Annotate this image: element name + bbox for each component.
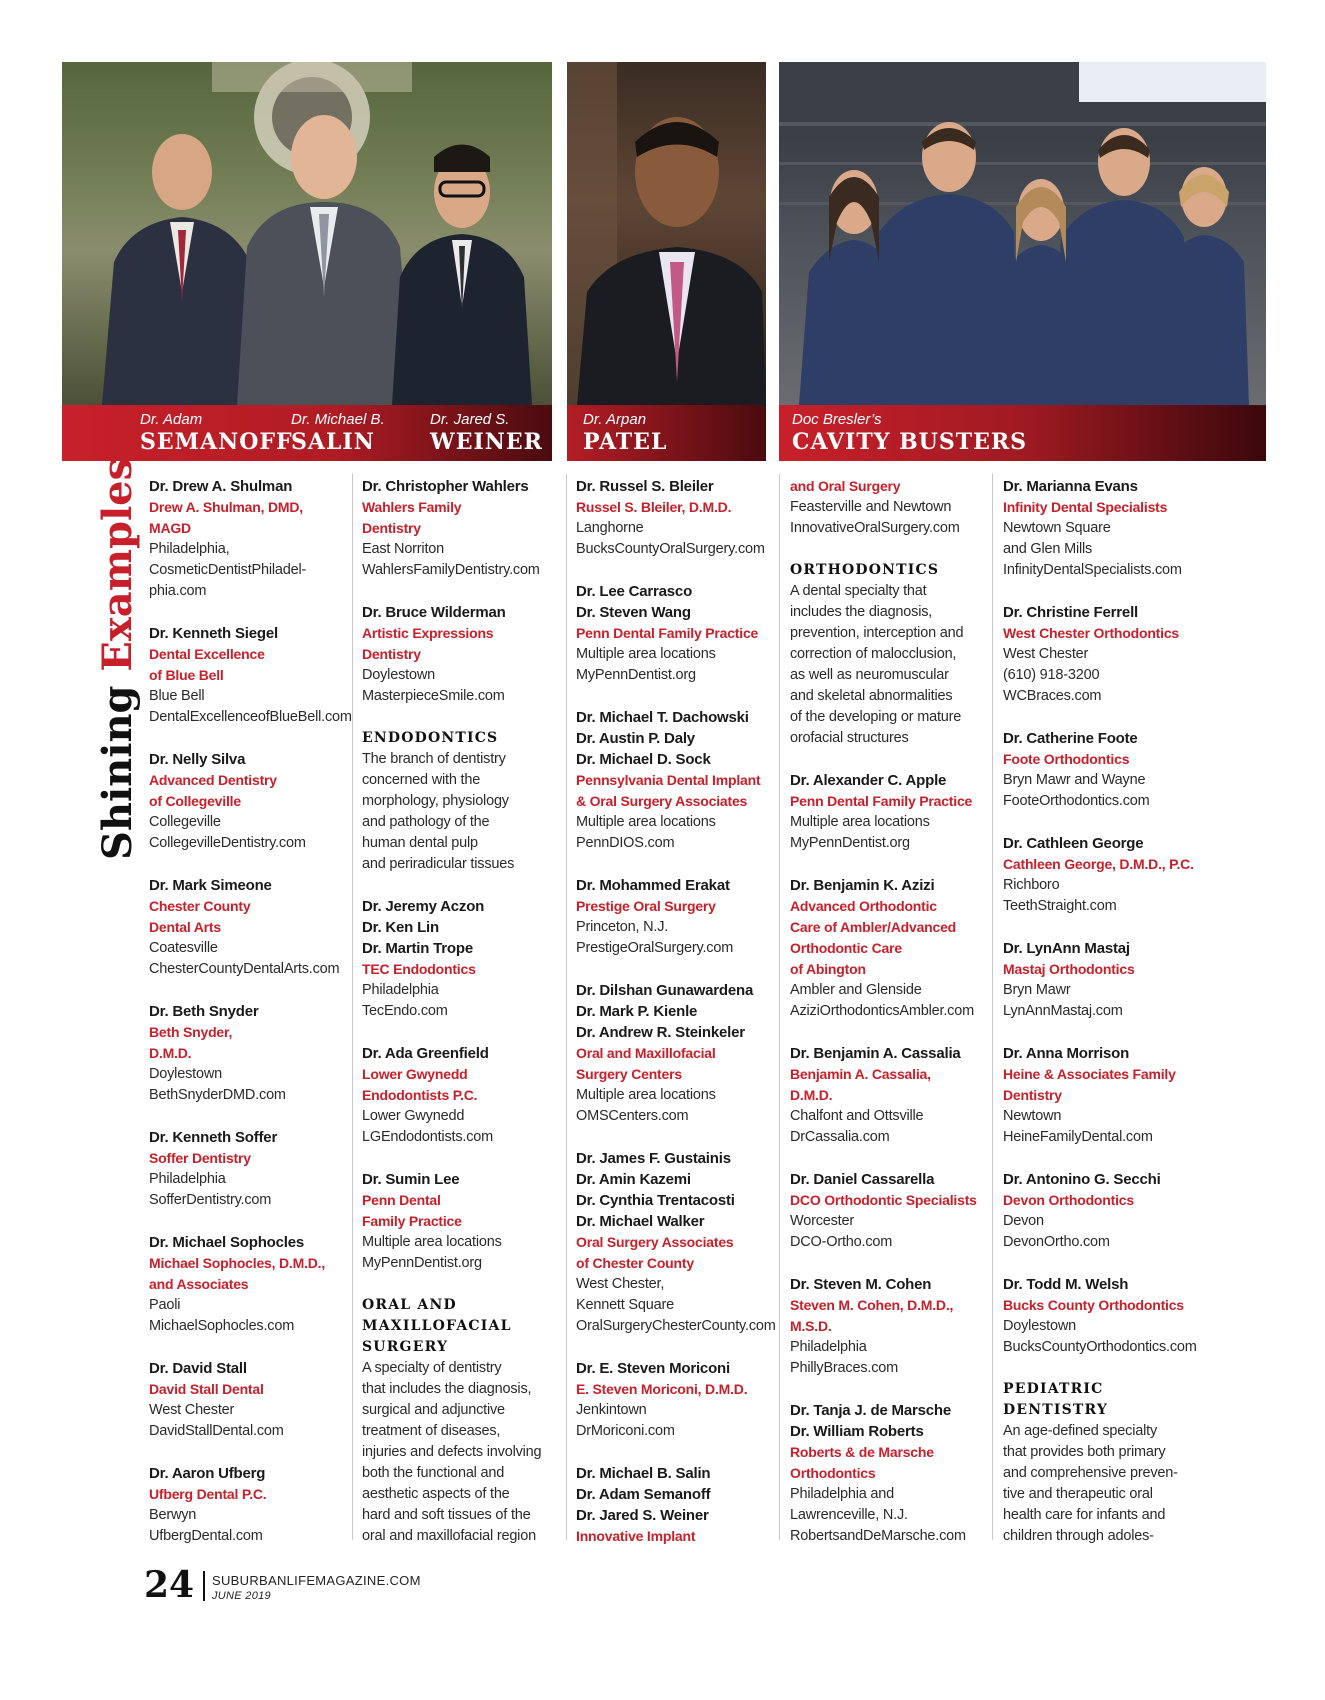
location-or-website: Philadelphia,: [149, 541, 230, 557]
practice-name: Advanced Dentistry: [149, 772, 277, 788]
specialty-heading: PEDIATRIC: [1003, 1381, 1104, 1397]
magazine-website: SUBURBANLIFEMAGAZINE.COM: [212, 1573, 421, 1588]
dentist-name: Dr. Benjamin A. Cassalia: [790, 1045, 961, 1062]
practice-name: M.S.D.: [790, 1318, 832, 1334]
caption-last-name: SALIN: [291, 429, 375, 455]
dentist-name: Dr. Kenneth Siegel: [149, 625, 278, 642]
dentist-name: Dr. Dilshan Gunawardena: [576, 982, 754, 999]
location-or-website: UfbergDental.com: [149, 1528, 263, 1544]
dentist-name: Dr. Michael Walker: [576, 1213, 705, 1230]
specialty-description: human dental pulp: [362, 835, 478, 851]
practice-name: Beth Snyder,: [149, 1024, 233, 1040]
practice-name: MAGD: [149, 520, 191, 536]
dentist-name: Dr. Adam Semanoff: [576, 1486, 711, 1503]
practice-name: Ufberg Dental P.C.: [149, 1486, 267, 1502]
practice-name: Pennsylvania Dental Implant: [576, 772, 761, 788]
location-or-website: PhillyBraces.com: [790, 1360, 898, 1376]
location-or-website: LGEndodontists.com: [362, 1129, 493, 1145]
location-or-website: and Glen Mills: [1003, 541, 1093, 557]
location-or-website: Richboro: [1003, 877, 1060, 893]
dentist-name: Dr. LynAnn Mastaj: [1003, 940, 1130, 957]
location-or-website: Worcester: [790, 1213, 855, 1229]
caption-first-name: Dr. Arpan: [583, 411, 647, 428]
location-or-website: DCO-Ortho.com: [790, 1234, 893, 1250]
dentist-name: Dr. Catherine Foote: [1003, 730, 1138, 747]
location-or-website: Philadelphia: [790, 1339, 867, 1355]
footer-divider: [203, 1571, 205, 1601]
specialty-heading: ORTHODONTICS: [790, 562, 940, 578]
dentist-name: Dr. Amin Kazemi: [576, 1171, 691, 1188]
dentist-name: Dr. Jeremy Aczon: [362, 898, 485, 915]
location-or-website: OMSCenters.com: [576, 1108, 689, 1124]
location-or-website: Paoli: [149, 1297, 181, 1313]
entry-spacer: [149, 728, 349, 749]
dentist-name: Dr. Cathleen George: [1003, 835, 1144, 852]
practice-name: Lower Gwynedd: [362, 1066, 468, 1082]
location-or-website: MyPennDentist.org: [362, 1255, 482, 1271]
location-or-website: MyPennDentist.org: [576, 667, 696, 683]
location-or-website: BethSnyderDMD.com: [149, 1087, 286, 1103]
specialty-description: A specialty of dentistry: [362, 1360, 502, 1376]
specialty-heading: ORAL AND: [362, 1297, 457, 1313]
practice-name: Penn Dental Family Practice: [576, 625, 759, 641]
location-or-website: Multiple area locations: [576, 646, 716, 662]
dentist-name: Dr. Mark P. Kienle: [576, 1003, 698, 1020]
entry-spacer: [1003, 1253, 1203, 1274]
page-number: 24: [144, 1564, 195, 1606]
section-title-part1: Shining: [94, 685, 141, 860]
practice-name: Advanced Orthodontic: [790, 898, 937, 914]
location-or-website: DevonOrtho.com: [1003, 1234, 1110, 1250]
location-or-website: TeethStraight.com: [1003, 898, 1117, 914]
practice-name: Dentistry: [1003, 1087, 1062, 1103]
location-or-website: Philadelphia: [149, 1171, 226, 1187]
specialty-description: correction of malocclusion,: [790, 646, 957, 662]
practice-name: Soffer Dentistry: [149, 1150, 251, 1166]
entry-spacer: [149, 1211, 349, 1232]
entry-spacer: [1003, 581, 1203, 602]
location-or-website: Kennett Square: [576, 1297, 674, 1313]
location-or-website: (610) 918-3200: [1003, 667, 1100, 683]
location-or-website: Philadelphia and: [790, 1486, 895, 1502]
practice-name: Dental Arts: [149, 919, 221, 935]
entry-spacer: [790, 1379, 990, 1400]
entry-spacer: [149, 980, 349, 1001]
entry-spacer: [576, 1337, 776, 1358]
dentist-name: Dr. Steven M. Cohen: [790, 1276, 932, 1293]
dentist-name: Dr. Michael Sophocles: [149, 1234, 305, 1251]
location-or-website: DavidStallDental.com: [149, 1423, 284, 1439]
location-or-website: Philadelphia: [362, 982, 439, 998]
dentist-name: Dr. Alexander C. Apple: [790, 772, 947, 789]
location-or-website: LynAnnMastaj.com: [1003, 1003, 1123, 1019]
practice-name: Benjamin A. Cassalia,: [790, 1066, 931, 1082]
entry-spacer: [790, 1148, 990, 1169]
location-or-website: MyPennDentist.org: [790, 835, 910, 851]
entry-spacer: [1003, 812, 1203, 833]
entry-spacer: [576, 1442, 776, 1463]
dentist-name: Dr. Bruce Wilderman: [362, 604, 506, 621]
practice-name: Care of Ambler/Advanced: [790, 919, 957, 935]
specialty-description: An age-defined specialty: [1003, 1423, 1157, 1439]
dentist-name: Dr. Cynthia Trentacosti: [576, 1192, 735, 1209]
practice-name: Oral Surgery Associates: [576, 1234, 734, 1250]
column-divider: [566, 474, 567, 1540]
practice-name: Orthodontic Care: [790, 940, 902, 956]
entry-spacer: [790, 539, 990, 560]
location-or-website: DrCassalia.com: [790, 1129, 890, 1145]
column-divider: [992, 474, 993, 1540]
dentist-name: Dr. Antonino G. Secchi: [1003, 1171, 1161, 1188]
location-or-website: CollegevilleDentistry.com: [149, 835, 306, 851]
photo-caption: [62, 405, 552, 461]
location-or-website: Blue Bell: [149, 688, 205, 704]
specialty-description: morphology, physiology: [362, 793, 509, 809]
practice-name: West Chester Orthodontics: [1003, 625, 1179, 641]
entry-spacer: [790, 749, 990, 770]
dentist-name: Dr. Lee Carrasco: [576, 583, 693, 600]
practice-name: & Oral Surgery Associates: [576, 793, 748, 809]
caption-first-name: Dr. Jared S.: [430, 411, 510, 428]
specialty-description: and periradicular tissues: [362, 856, 515, 872]
entry-spacer: [576, 1127, 776, 1148]
photo-caption: [779, 405, 1266, 461]
practice-name: Family Practice: [362, 1213, 462, 1229]
practice-name: Penn Dental: [362, 1192, 441, 1208]
practice-name: Artistic Expressions: [362, 625, 494, 641]
dentist-name: Dr. Michael D. Sock: [576, 751, 711, 768]
practice-name: Russel S. Bleiler, D.M.D.: [576, 499, 732, 515]
entry-spacer: [362, 1022, 562, 1043]
location-or-website: Langhorne: [576, 520, 644, 536]
location-or-website: MichaelSophocles.com: [149, 1318, 295, 1334]
dentist-name: Dr. Jared S. Weiner: [576, 1507, 709, 1524]
practice-name: Orthodontics: [790, 1465, 876, 1481]
entry-spacer: [149, 854, 349, 875]
location-or-website: Princeton, N.J.: [576, 919, 669, 935]
entry-spacer: [362, 1148, 562, 1169]
specialty-heading: SURGERY: [362, 1339, 449, 1355]
entry-spacer: [1003, 917, 1203, 938]
location-or-website: East Norriton: [362, 541, 445, 557]
practice-name: of Chester County: [576, 1255, 694, 1271]
location-or-website: BucksCountyOralSurgery.com: [576, 541, 765, 557]
dentist-name: Dr. Michael B. Salin: [576, 1465, 711, 1482]
location-or-website: Multiple area locations: [790, 814, 930, 830]
location-or-website: TecEndo.com: [362, 1003, 448, 1019]
practice-name: and Associates: [149, 1276, 249, 1292]
practice-name: Drew A. Shulman, DMD,: [149, 499, 303, 515]
location-or-website: Multiple area locations: [576, 1087, 716, 1103]
specialty-description: includes the diagnosis,: [790, 604, 933, 620]
practice-name: Prestige Oral Surgery: [576, 898, 716, 914]
specialty-description: health care for infants and: [1003, 1507, 1166, 1523]
location-or-website: FooteOrthodontics.com: [1003, 793, 1150, 809]
dentist-name: Dr. Sumin Lee: [362, 1171, 460, 1188]
practice-name: Foote Orthodontics: [1003, 751, 1130, 767]
specialty-description: and pathology of the: [362, 814, 490, 830]
location-or-website: Collegeville: [149, 814, 221, 830]
caption-last-name: CAVITY BUSTERS: [792, 429, 1028, 455]
practice-name: D.M.D.: [149, 1045, 192, 1061]
column-divider: [352, 474, 353, 1540]
practice-name: Bucks County Orthodontics: [1003, 1297, 1184, 1313]
location-or-website: Chalfont and Ottsville: [790, 1108, 924, 1124]
specialty-description: aesthetic aspects of the: [362, 1486, 510, 1502]
specialty-heading: MAXILLOFACIAL: [362, 1318, 512, 1334]
practice-name: Dentistry: [362, 646, 421, 662]
specialty-description: orofacial structures: [790, 730, 909, 746]
photo-illustration: [62, 62, 552, 405]
dentist-name: Dr. William Roberts: [790, 1423, 924, 1440]
dentist-name: Dr. Christine Ferrell: [1003, 604, 1139, 621]
specialty-description: both the functional and: [362, 1465, 505, 1481]
entry-spacer: [362, 707, 562, 728]
photo-patel: [567, 62, 766, 405]
practice-name: Cathleen George, D.M.D., P.C.: [1003, 856, 1194, 872]
entry-spacer: [1003, 1148, 1203, 1169]
specialty-description: that provides both primary: [1003, 1444, 1166, 1460]
practice-name: Oral and Maxillofacial: [576, 1045, 716, 1061]
caption-last-name: WEINER: [430, 429, 543, 455]
location-or-website: West Chester: [149, 1402, 235, 1418]
dentist-name: Dr. Steven Wang: [576, 604, 691, 621]
practice-name: Dental Excellence: [149, 646, 265, 662]
practice-name: E. Steven Moriconi, D.M.D.: [576, 1381, 748, 1397]
location-or-website: Multiple area locations: [576, 814, 716, 830]
practice-name: Roberts & de Marsche: [790, 1444, 934, 1460]
location-or-website: Lower Gwynedd: [362, 1108, 465, 1124]
location-or-website: phia.com: [149, 583, 207, 599]
section-title: [88, 457, 148, 860]
dentist-name: Dr. Beth Snyder: [149, 1003, 259, 1020]
entry-spacer: [790, 1253, 990, 1274]
location-or-website: BucksCountyOrthodontics.com: [1003, 1339, 1197, 1355]
location-or-website: Feasterville and Newtown: [790, 499, 952, 515]
practice-name: Wahlers Family: [362, 499, 462, 515]
location-or-website: OralSurgeryChesterCounty.com: [576, 1318, 776, 1334]
listing-column: [790, 476, 990, 1547]
location-or-website: Ambler and Glenside: [790, 982, 922, 998]
location-or-website: CosmeticDentistPhiladel-: [149, 562, 307, 578]
dentist-name: Dr. Todd M. Welsh: [1003, 1276, 1129, 1293]
practice-name: Michael Sophocles, D.M.D.,: [149, 1255, 326, 1271]
location-or-website: Devon: [1003, 1213, 1044, 1229]
dentist-name: Dr. David Stall: [149, 1360, 247, 1377]
entry-spacer: [576, 959, 776, 980]
specialty-description: and skeletal abnormalities: [790, 688, 953, 704]
location-or-website: Bryn Mawr: [1003, 982, 1071, 998]
practice-name: David Stall Dental: [149, 1381, 264, 1397]
listing-column: [1003, 476, 1203, 1547]
location-or-website: Newtown Square: [1003, 520, 1111, 536]
caption-first-name: Dr. Michael B.: [291, 411, 385, 428]
dentist-name: Dr. Tanja J. de Marsche: [790, 1402, 952, 1419]
practice-name: of Abington: [790, 961, 866, 977]
location-or-website: West Chester,: [576, 1276, 665, 1292]
location-or-website: ChesterCountyDentalArts.com: [149, 961, 340, 977]
dentist-name: Dr. Austin P. Daly: [576, 730, 695, 747]
caption-last-name: SEMANOFF: [140, 429, 293, 455]
specialty-description: The branch of dentistry: [362, 751, 506, 767]
practice-name: TEC Endodontics: [362, 961, 476, 977]
location-or-website: WahlersFamilyDentistry.com: [362, 562, 540, 578]
location-or-website: Lawrenceville, N.J.: [790, 1507, 908, 1523]
location-or-website: Newtown: [1003, 1108, 1062, 1124]
location-or-website: InfinityDentalSpecialists.com: [1003, 562, 1182, 578]
photo-illustration: [779, 62, 1266, 405]
caption-last-name: PATEL: [583, 429, 668, 455]
photo-semanoff-salin-weiner: [62, 62, 552, 405]
dentist-name: Dr. Christopher Wahlers: [362, 478, 529, 495]
specialty-description: treatment of diseases,: [362, 1423, 501, 1439]
practice-name: Infinity Dental Specialists: [1003, 499, 1168, 515]
specialty-description: of the developing or mature: [790, 709, 962, 725]
dentist-name: Dr. Drew A. Shulman: [149, 478, 293, 495]
dentist-name: Dr. E. Steven Moriconi: [576, 1360, 730, 1377]
location-or-website: Doylestown: [149, 1066, 222, 1082]
location-or-website: Bryn Mawr and Wayne: [1003, 772, 1146, 788]
entry-spacer: [149, 1442, 349, 1463]
location-or-website: West Chester: [1003, 646, 1089, 662]
entry-spacer: [149, 602, 349, 623]
dentist-name: Dr. Nelly Silva: [149, 751, 246, 768]
specialty-description: injuries and defects involving: [362, 1444, 542, 1460]
dentist-name: Dr. Ken Lin: [362, 919, 439, 936]
photo-caption: [567, 405, 766, 461]
entry-spacer: [1003, 707, 1203, 728]
caption-first-name: Dr. Adam: [140, 411, 203, 428]
practice-name: Heine & Associates Family: [1003, 1066, 1176, 1082]
specialty-description: A dental specialty that: [790, 583, 927, 599]
specialty-description: prevention, interception and: [790, 625, 964, 641]
location-or-website: SofferDentistry.com: [149, 1192, 272, 1208]
dentist-name: Dr. Martin Trope: [362, 940, 473, 957]
practice-name: Penn Dental Family Practice: [790, 793, 973, 809]
dentist-name: Dr. Russel S. Bleiler: [576, 478, 714, 495]
practice-name: Endodontists P.C.: [362, 1087, 478, 1103]
specialty-heading: ENDODONTICS: [362, 730, 499, 746]
entry-spacer: [362, 875, 562, 896]
dentist-name: Dr. Andrew R. Steinkeler: [576, 1024, 745, 1041]
location-or-website: MasterpieceSmile.com: [362, 688, 505, 704]
practice-name: Devon Orthodontics: [1003, 1192, 1134, 1208]
practice-name: Surgery Centers: [576, 1066, 682, 1082]
entry-spacer: [790, 854, 990, 875]
specialty-description: children through adoles-: [1003, 1528, 1154, 1544]
practice-name: Mastaj Orthodontics: [1003, 961, 1135, 977]
specialty-description: concerned with the: [362, 772, 481, 788]
location-or-website: Coatesville: [149, 940, 218, 956]
practice-name: Innovative Implant: [576, 1528, 696, 1544]
specialty-description: that includes the diagnosis,: [362, 1381, 532, 1397]
dentist-name: Dr. Aaron Ufberg: [149, 1465, 266, 1482]
specialty-description: as well as neuromuscular: [790, 667, 949, 683]
location-or-website: HeineFamilyDental.com: [1003, 1129, 1153, 1145]
entry-spacer: [576, 686, 776, 707]
practice-name: of Collegeville: [149, 793, 241, 809]
location-or-website: Multiple area locations: [362, 1234, 502, 1250]
location-or-website: WCBraces.com: [1003, 688, 1102, 704]
entry-spacer: [149, 1106, 349, 1127]
dentist-name: Dr. Mohammed Erakat: [576, 877, 730, 894]
issue-date: JUNE 2019: [212, 1590, 271, 1602]
specialty-description: surgical and adjunctive: [362, 1402, 505, 1418]
specialty-description: hard and soft tissues of the: [362, 1507, 531, 1523]
dentist-name: Dr. James F. Gustainis: [576, 1150, 731, 1167]
entry-spacer: [576, 560, 776, 581]
practice-name: Chester County: [149, 898, 251, 914]
caption-first-name: Doc Bresler’s: [792, 411, 882, 428]
practice-name: Dentistry: [362, 520, 421, 536]
section-title-part2: Examples: [94, 457, 141, 672]
entry-spacer: [790, 1022, 990, 1043]
entry-spacer: [1003, 1358, 1203, 1379]
specialty-description: oral and maxillofacial region: [362, 1528, 536, 1544]
dentist-name: Dr. Mark Simeone: [149, 877, 272, 894]
practice-name: Steven M. Cohen, D.M.D.,: [790, 1297, 954, 1313]
photo-cavity-busters-team: [779, 62, 1266, 405]
dentist-name: Dr. Kenneth Soffer: [149, 1129, 278, 1146]
location-or-website: Doylestown: [1003, 1318, 1076, 1334]
location-or-website: RobertsandDeMarsche.com: [790, 1528, 966, 1544]
location-or-website: PennDIOS.com: [576, 835, 675, 851]
listing-column: [362, 476, 562, 1547]
listing-column: [576, 476, 776, 1547]
entry-spacer: [362, 581, 562, 602]
dentist-name: Dr. Marianna Evans: [1003, 478, 1138, 495]
practice-name: and Oral Surgery: [790, 478, 901, 494]
dentist-name: Dr. Michael T. Dachowski: [576, 709, 749, 726]
location-or-website: DrMoriconi.com: [576, 1423, 675, 1439]
practice-name: of Blue Bell: [149, 667, 224, 683]
location-or-website: Jenkintown: [576, 1402, 647, 1418]
location-or-website: InnovativeOralSurgery.com: [790, 520, 960, 536]
location-or-website: Berwyn: [149, 1507, 197, 1523]
specialty-heading: DENTISTRY: [1003, 1402, 1109, 1418]
entry-spacer: [149, 1337, 349, 1358]
entry-spacer: [1003, 1022, 1203, 1043]
entry-spacer: [576, 854, 776, 875]
dentist-name: Dr. Ada Greenfield: [362, 1045, 489, 1062]
dentist-name: Dr. Daniel Cassarella: [790, 1171, 935, 1188]
practice-name: D.M.D.: [790, 1087, 833, 1103]
location-or-website: DentalExcellenceofBlueBell.com: [149, 709, 352, 725]
location-or-website: Doylestown: [362, 667, 435, 683]
location-or-website: AziziOrthodonticsAmbler.com: [790, 1003, 974, 1019]
practice-name: DCO Orthodontic Specialists: [790, 1192, 977, 1208]
photo-illustration: [567, 62, 766, 405]
entry-spacer: [362, 1274, 562, 1295]
specialty-description: and comprehensive preven-: [1003, 1465, 1178, 1481]
column-divider: [779, 474, 780, 1540]
listing-column: [149, 476, 352, 1547]
location-or-website: PrestigeOralSurgery.com: [576, 940, 734, 956]
dentist-name: Dr. Benjamin K. Azizi: [790, 877, 935, 894]
specialty-description: tive and therapeutic oral: [1003, 1486, 1153, 1502]
dentist-name: Dr. Anna Morrison: [1003, 1045, 1130, 1062]
